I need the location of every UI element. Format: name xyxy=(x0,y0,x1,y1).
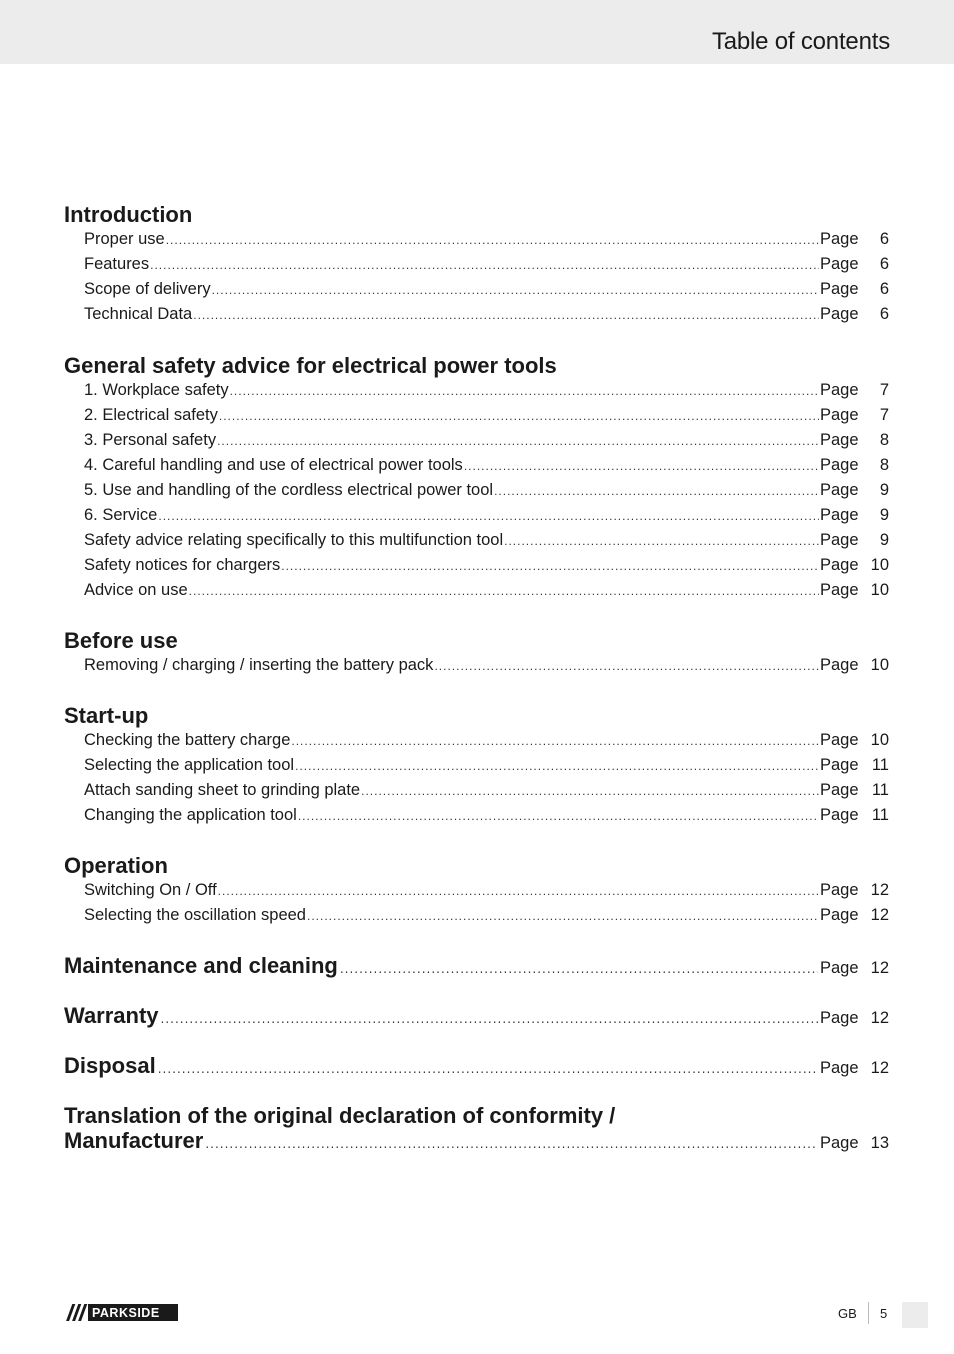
page-number: 12 xyxy=(870,881,889,899)
footer-page-number: 5 xyxy=(880,1306,888,1321)
page-number: 12 xyxy=(870,959,889,977)
entry-label: Features xyxy=(84,255,150,273)
entry-label: 4. Careful handling and use of electrical power tools xyxy=(84,456,463,474)
page-label: Page xyxy=(820,531,859,549)
toc-entry[interactable] xyxy=(84,528,889,553)
page-label: Page xyxy=(820,1134,859,1152)
entry-label: Switching On / Off xyxy=(84,881,217,899)
toc-entry[interactable] xyxy=(84,653,889,678)
toc-section-warranty[interactable] xyxy=(64,1003,889,1028)
dot-leader xyxy=(494,479,819,504)
section-title: Warranty xyxy=(64,1003,159,1028)
entry-label: Safety advice relating specifically to this multifunction tool xyxy=(84,531,504,549)
page-label: Page xyxy=(820,255,859,273)
page-label: Page xyxy=(820,481,859,499)
page-number: 13 xyxy=(870,1134,889,1152)
toc-entry[interactable] xyxy=(84,378,889,403)
page-label: Page xyxy=(820,806,859,824)
toc-entry[interactable] xyxy=(84,803,889,828)
page-header xyxy=(0,0,954,64)
footer-divider xyxy=(868,1302,869,1324)
dot-leader xyxy=(158,504,819,529)
page-number: 6 xyxy=(879,230,889,248)
entry-label: 3. Personal safety xyxy=(84,431,217,449)
page-number: 12 xyxy=(870,906,889,924)
toc-entry[interactable] xyxy=(84,453,889,478)
dot-leader xyxy=(291,729,819,754)
dot-leader xyxy=(150,253,819,278)
footer-tab-marker xyxy=(902,1302,928,1328)
page-label: Page xyxy=(820,781,859,799)
page-label: Page xyxy=(820,406,859,424)
section-title: Operation xyxy=(64,853,168,878)
logo-stripes-icon xyxy=(66,1304,88,1321)
entry-label: 5. Use and handling of the cordless electrical power tool xyxy=(84,481,494,499)
dot-leader xyxy=(193,303,819,328)
entry-label: Proper use xyxy=(84,230,165,248)
toc-entry[interactable] xyxy=(84,227,889,252)
toc-entry[interactable] xyxy=(84,753,889,778)
page-number: 12 xyxy=(870,1009,889,1027)
page-label: Page xyxy=(820,731,859,749)
page-label: Page xyxy=(820,305,859,323)
entry-label: Advice on use xyxy=(84,581,188,599)
section-title: Maintenance and cleaning xyxy=(64,953,338,978)
toc-entry[interactable] xyxy=(84,403,889,428)
page-number: 6 xyxy=(879,280,889,298)
page-label: Page xyxy=(820,756,859,774)
toc-entry[interactable] xyxy=(84,428,889,453)
page-number: 6 xyxy=(879,305,889,323)
page-number: 9 xyxy=(879,531,889,549)
dot-leader xyxy=(158,1057,818,1082)
entry-label: Changing the application tool xyxy=(84,806,297,824)
page-number: 10 xyxy=(870,731,889,749)
page-label: Page xyxy=(820,581,859,599)
brand-name: PARKSIDE xyxy=(92,1305,160,1320)
dot-leader xyxy=(504,529,819,554)
dot-leader xyxy=(361,779,819,804)
entry-label: 6. Service xyxy=(84,506,158,524)
toc-entry[interactable] xyxy=(84,553,889,578)
toc-entry[interactable] xyxy=(84,778,889,803)
entry-label: Scope of delivery xyxy=(84,280,211,298)
page-number: 9 xyxy=(879,481,889,499)
section-title: Introduction xyxy=(64,202,193,227)
page-number: 10 xyxy=(870,656,889,674)
page-label: Page xyxy=(820,230,859,248)
toc-section-maintenance[interactable] xyxy=(64,953,889,978)
page-label: Page xyxy=(820,906,859,924)
toc-entry[interactable] xyxy=(84,503,889,528)
entry-label: 1. Workplace safety xyxy=(84,381,229,399)
section-title-line2: Manufacturer xyxy=(64,1128,204,1153)
toc-entry[interactable] xyxy=(84,277,889,302)
section-title: Disposal xyxy=(64,1053,156,1078)
toc-entry[interactable] xyxy=(84,878,889,903)
page-number: 7 xyxy=(879,381,889,399)
page-label: Page xyxy=(820,656,859,674)
entry-label: Safety notices for chargers xyxy=(84,556,281,574)
toc-section-before-use xyxy=(64,628,889,678)
page-label: Page xyxy=(820,506,859,524)
toc-entry[interactable] xyxy=(84,252,889,277)
dot-leader xyxy=(166,228,819,253)
page-label: Page xyxy=(820,556,859,574)
dot-leader xyxy=(230,379,819,404)
entry-label: 2. Electrical safety xyxy=(84,406,218,424)
page-number: 9 xyxy=(879,506,889,524)
dot-leader xyxy=(161,1007,818,1032)
toc-entry[interactable] xyxy=(84,903,889,928)
page-label: Page xyxy=(820,280,859,298)
section-title: Before use xyxy=(64,628,178,653)
toc-section-general-safety xyxy=(64,353,889,603)
dot-leader xyxy=(298,804,819,829)
page-number: 11 xyxy=(871,806,889,824)
toc-section-declaration-of-conformity[interactable] xyxy=(64,1103,889,1153)
page-number: 10 xyxy=(870,556,889,574)
entry-label: Selecting the oscillation speed xyxy=(84,906,306,924)
entry-label: Attach sanding sheet to grinding plate xyxy=(84,781,361,799)
page-number: 7 xyxy=(879,406,889,424)
page-number: 8 xyxy=(879,431,889,449)
dot-leader xyxy=(217,429,819,454)
dot-leader xyxy=(205,1132,818,1157)
toc-entry[interactable] xyxy=(84,302,889,327)
entry-label: Checking the battery charge xyxy=(84,731,291,749)
page-label: Page xyxy=(820,456,859,474)
dot-leader xyxy=(434,654,819,679)
dot-leader xyxy=(281,554,819,579)
dot-leader xyxy=(295,754,819,779)
dot-leader xyxy=(189,579,819,604)
page-number: 10 xyxy=(870,581,889,599)
page-number: 6 xyxy=(879,255,889,273)
dot-leader xyxy=(340,957,818,982)
page-label: Page xyxy=(820,1009,859,1027)
toc-section-start-up xyxy=(64,703,889,828)
page-number: 11 xyxy=(871,756,889,774)
parkside-logo xyxy=(66,1304,178,1321)
page-label: Page xyxy=(820,381,859,399)
section-title-line1: Translation of the original declaration of conformity / xyxy=(64,1103,616,1128)
page-number: 12 xyxy=(870,1059,889,1077)
language-code: GB xyxy=(838,1306,857,1321)
toc-entry[interactable] xyxy=(84,728,889,753)
dot-leader xyxy=(212,278,819,303)
dot-leader xyxy=(307,904,819,929)
dot-leader xyxy=(219,404,819,429)
page-label: Page xyxy=(820,881,859,899)
toc-entry[interactable] xyxy=(84,578,889,603)
page-label: Page xyxy=(820,1059,859,1077)
section-title: General safety advice for electrical power tools xyxy=(64,353,557,378)
entry-label: Selecting the application tool xyxy=(84,756,295,774)
toc-section-disposal[interactable] xyxy=(64,1053,889,1078)
page-title: Table of contents xyxy=(711,28,890,55)
dot-leader xyxy=(218,879,819,904)
dot-leader xyxy=(464,454,819,479)
toc-section-introduction xyxy=(64,202,889,327)
toc-section-operation xyxy=(64,853,889,928)
page-label: Page xyxy=(820,431,859,449)
entry-label: Removing / charging / inserting the battery pack xyxy=(84,656,434,674)
entry-label: Technical Data xyxy=(84,305,193,323)
toc-entry[interactable] xyxy=(84,478,889,503)
section-title: Start-up xyxy=(64,703,149,728)
page-number: 11 xyxy=(871,781,889,799)
page-label: Page xyxy=(820,959,859,977)
page-number: 8 xyxy=(879,456,889,474)
